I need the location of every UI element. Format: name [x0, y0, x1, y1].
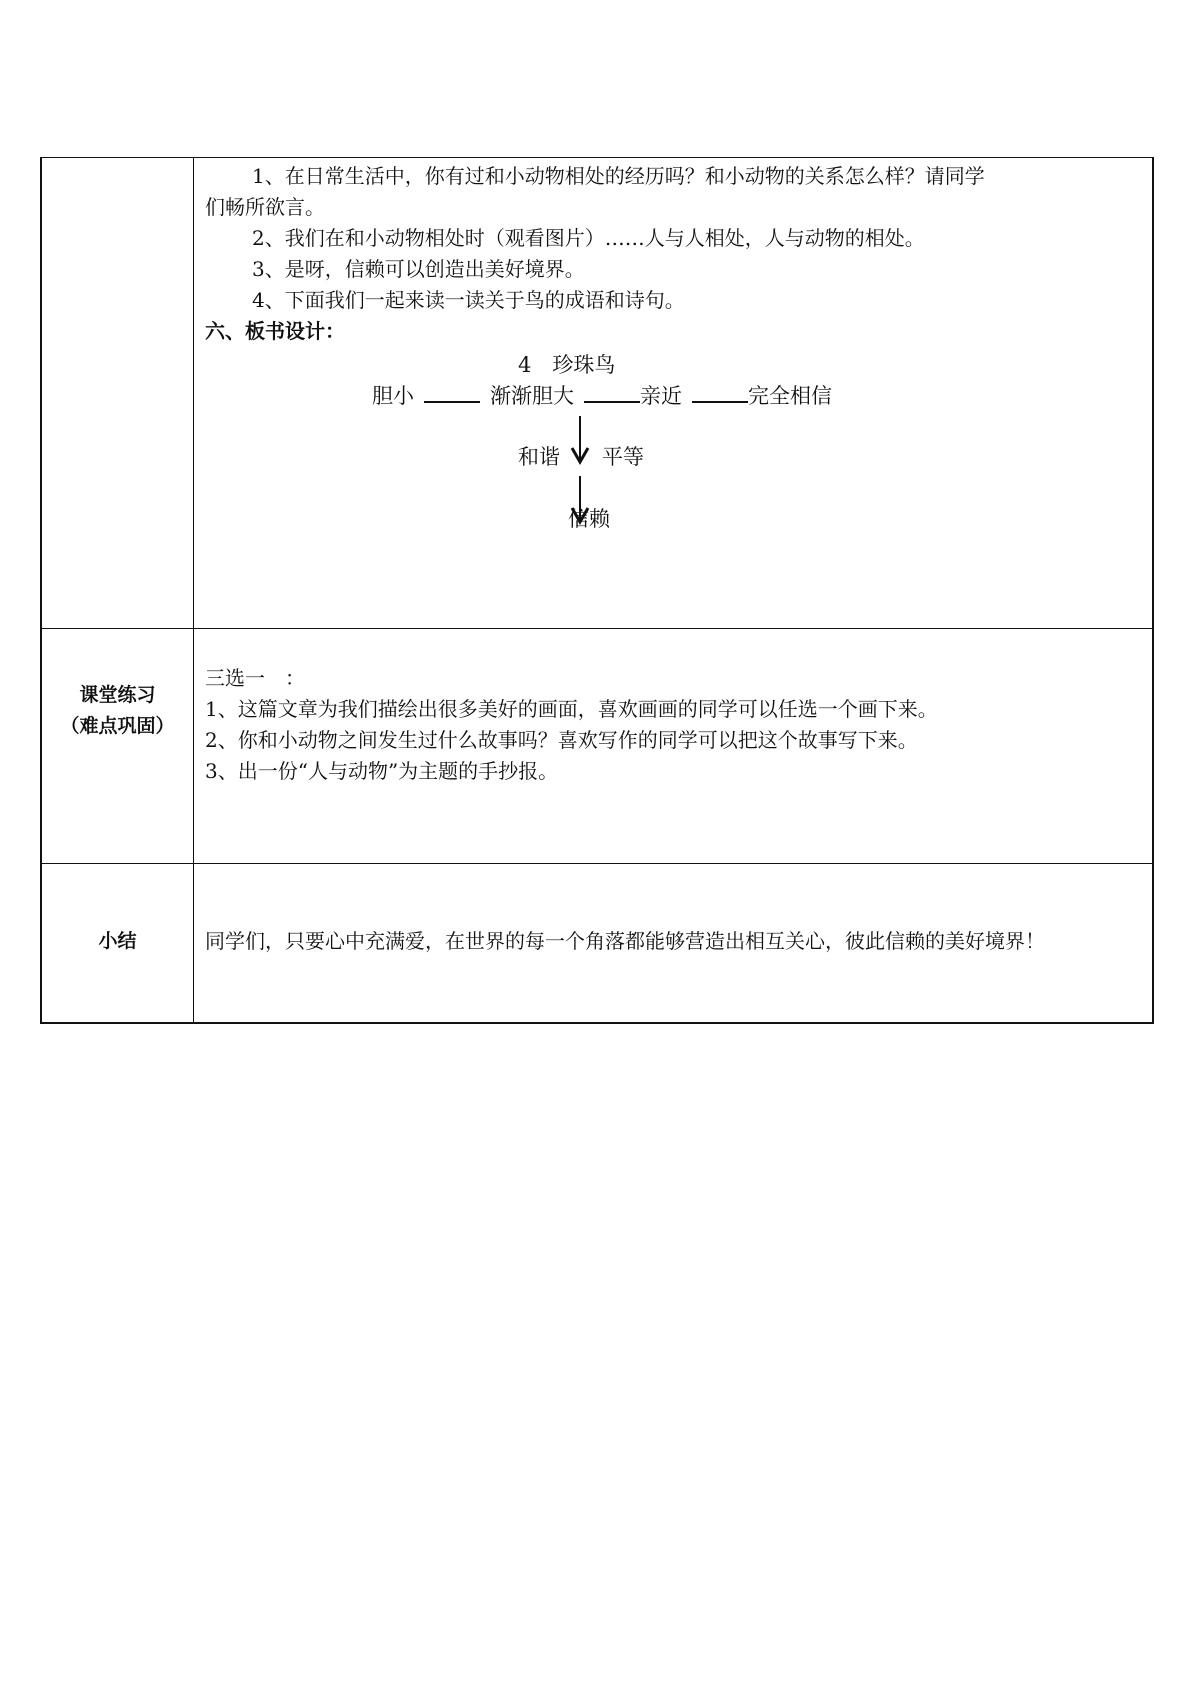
board-stage-4: 完全相信	[748, 384, 832, 408]
board-stage-1: 胆小	[372, 384, 414, 408]
board-bottom-word: 信赖	[568, 507, 610, 531]
summary-label: 小结	[98, 930, 137, 952]
activity-line-4: 4、下面我们一起来读一读关于鸟的成语和诗句。	[252, 288, 685, 312]
activity-line-1: 1、在日常生活中，你有过和小动物相处的经历吗？和小动物的关系怎么样？请同学	[252, 164, 985, 188]
board-title: 4 珍珠鸟	[518, 353, 616, 377]
board-arrows	[42, 158, 1152, 628]
lesson-plan-table	[40, 157, 1154, 1024]
board-stage-3: 亲近	[640, 384, 682, 408]
board-stage-2: 渐渐胆大	[490, 384, 574, 408]
summary-text: 同学们，只要心中充满爱，在世界的每一个角落都能够营造出相互关心，彼此信赖的美好境界！	[205, 929, 1045, 953]
activity-line-2: 2、我们在和小动物相处时（观看图片）……人与人相处，人与动物的相处。	[252, 226, 925, 250]
exercise-item-2: 2、你和小动物之间发生过什么故事吗？喜欢写作的同学可以把这个故事写下来。	[205, 728, 918, 752]
board-right-word: 平等	[602, 445, 644, 469]
exercise-item-3: 3、出一份“人与动物”为主题的手抄报。	[205, 759, 559, 783]
exercise-label: 课堂练习	[79, 684, 156, 706]
row-divider-2	[42, 863, 1152, 864]
activity-line-3: 3、是呀，信赖可以创造出美好境界。	[252, 257, 585, 281]
exercise-intro: 三选一 ：	[205, 666, 305, 690]
exercise-sublabel: （难点巩固）	[60, 715, 175, 737]
board-design-heading: 六、板书设计：	[205, 319, 345, 343]
activity-line-1-cont: 们畅所欲言。	[205, 195, 325, 219]
board-left-word: 和谐	[518, 445, 560, 469]
exercise-item-1: 1、这篇文章为我们描绘出很多美好的画面，喜欢画画的同学可以任选一个画下来。	[205, 697, 938, 721]
row-divider-1	[42, 628, 1152, 629]
